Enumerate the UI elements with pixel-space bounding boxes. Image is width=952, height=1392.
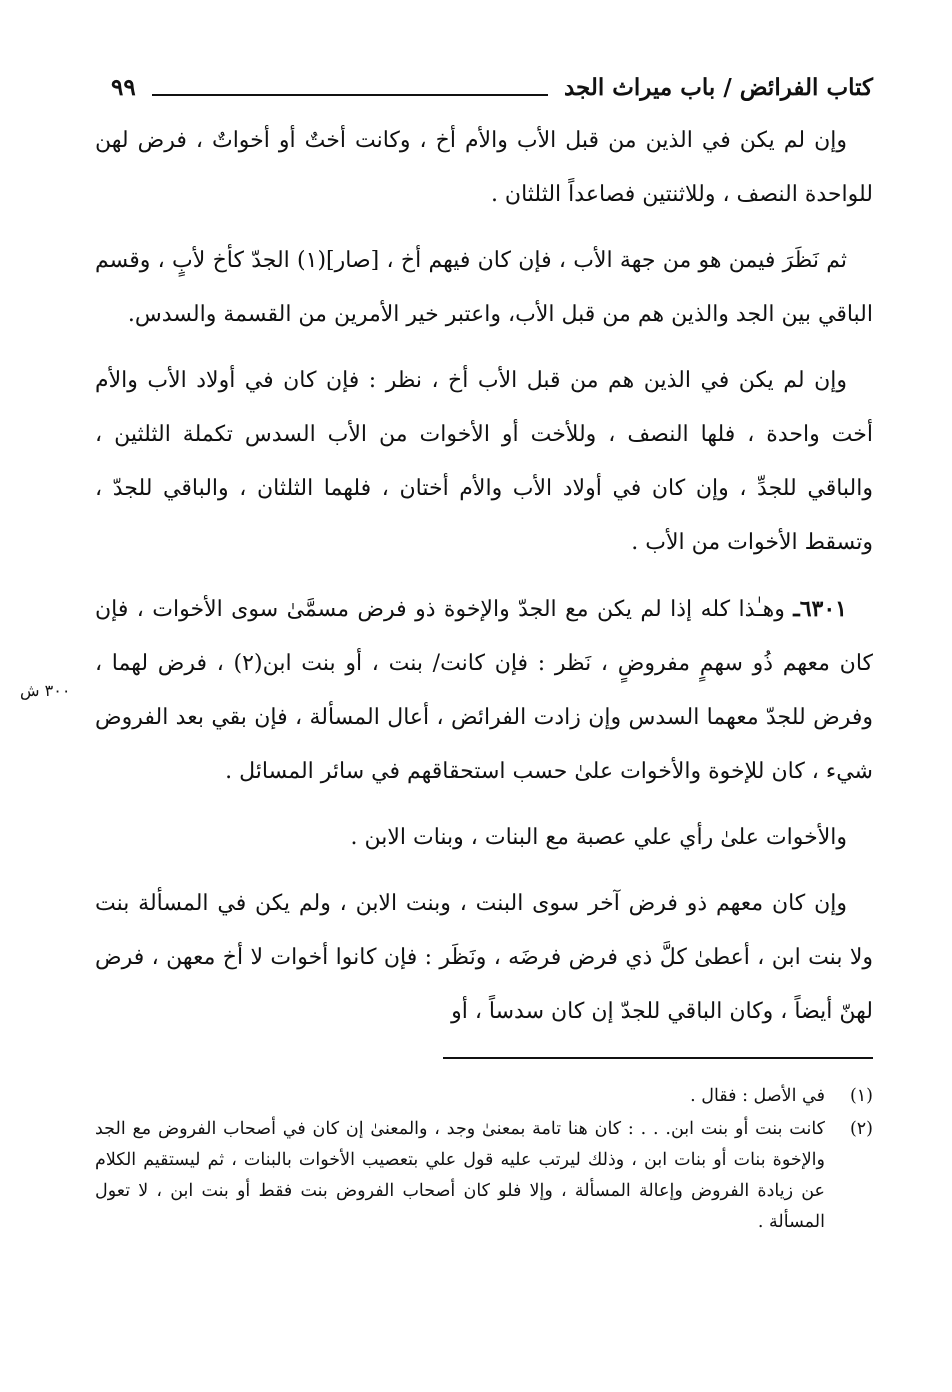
running-header [95, 70, 873, 106]
footnote-separator [443, 1057, 873, 1059]
main-text [95, 114, 873, 1039]
paragraph [95, 877, 873, 1039]
paragraph-number: ٦٣٠١ـ [793, 596, 847, 622]
footnotes [95, 1081, 873, 1238]
paragraph-text: وإن لم يكن في الذين هم من قبل الأب أخ ، نظر : فإن كان في أولاد الأب والأم أخت واحدة ، فلها النصف ، وللأخت أو الأخوات من الأب السدس تكملة الثلثين ، والباقي للجدِّ ، وإن كان في أولاد الأب والأم أختان ، فلهما الثلثان ، والباقي للجدّ ، وتسقط الأخوات من الأب . [95, 368, 873, 555]
book-page [95, 70, 873, 1240]
header-rule [152, 94, 548, 96]
page-number: ٩٩ [111, 74, 136, 101]
header-title: كتاب الفرائض / باب ميراث الجد [563, 74, 873, 101]
paragraph-text: وإن كان معهم ذو فرض آخر سوى البنت ، وبنت الابن ، ولم يكن في المسألة بنت ولا بنت ابن ، أعطىٰ كلَّ ذي فرض فرضَه ، ونَظَر : فإن كانوا أخوات لا أخ معهن ، فرض لهنّ أيضاً ، وكان الباقي للجدّ إن كان سدساً ، أو [95, 891, 873, 1024]
paragraph-text: وهـٰذا كله إذا لم يكن مع الجدّ والإخوة ذو فرض مسمَّىٰ سوى الأخوات ، فإن كان معهم ذُو سهمٍ مفروضٍ ، نَظر : فإن كانت/ بنت ، أو بنت ابن(٢) ، فرض لهما ، وفرض للجدّ معهما السدس وإن زادت الفرائض ، أعال المسألة ، فإن بقي بعد الفروض شيء ، كان للإخوة والأخوات علىٰ حسب استحقاقهم في سائر المسائل . [95, 597, 873, 784]
paragraph [95, 811, 873, 865]
footnote-text: في الأصل : فقال . [690, 1086, 825, 1106]
paragraph [95, 114, 873, 222]
footnote-text: كانت بنت أو بنت ابن. . . : كان هنا تامة بمعنىٰ وجد ، والمعنىٰ إن كان في أصحاب الفروض مع الجد والإخوة بنات أو بنات ابن ، وذلك ليرتب عليه قول علي بتعصيب الأخوات بالبنات ، ثم ليستقيم الكلام عن زيادة الفروض وإعالة المسألة ، وإلا فلو كان أصحاب الفروض بنت فقط أو بنت ابن ، لا تعول المسألة . [95, 1119, 825, 1232]
paragraph-text: وإن لم يكن في الذين من قبل الأب والأم أخ ، وكانت أختٌ أو أخواتٌ ، فرض لهن للواحدة النصف ، وللاثنتين فصاعداً الثلثان . [95, 128, 873, 207]
paragraph [95, 582, 873, 799]
paragraph [95, 354, 873, 570]
footnote-mark: (٢) [849, 1119, 873, 1139]
footnote-mark: (١) [849, 1086, 873, 1106]
footnote [95, 1081, 873, 1112]
manuscript-folio-note: ٣٠٠ ش [20, 681, 71, 700]
paragraph [95, 234, 873, 342]
footnote [95, 1114, 873, 1238]
paragraph-text: ثم نَظَرَ فيمن هو من جهة الأب ، فإن كان فيهم أخ ، [صار](١) الجدّ كأخ لأبٍ ، وقسم الباقي بين الجد والذين هم من قبل الأب، واعتبر خير الأمرين من القسمة والسدس. [95, 248, 873, 327]
paragraph-text: والأخوات علىٰ رأي علي عصبة مع البنات ، وبنات الابن . [350, 825, 847, 850]
